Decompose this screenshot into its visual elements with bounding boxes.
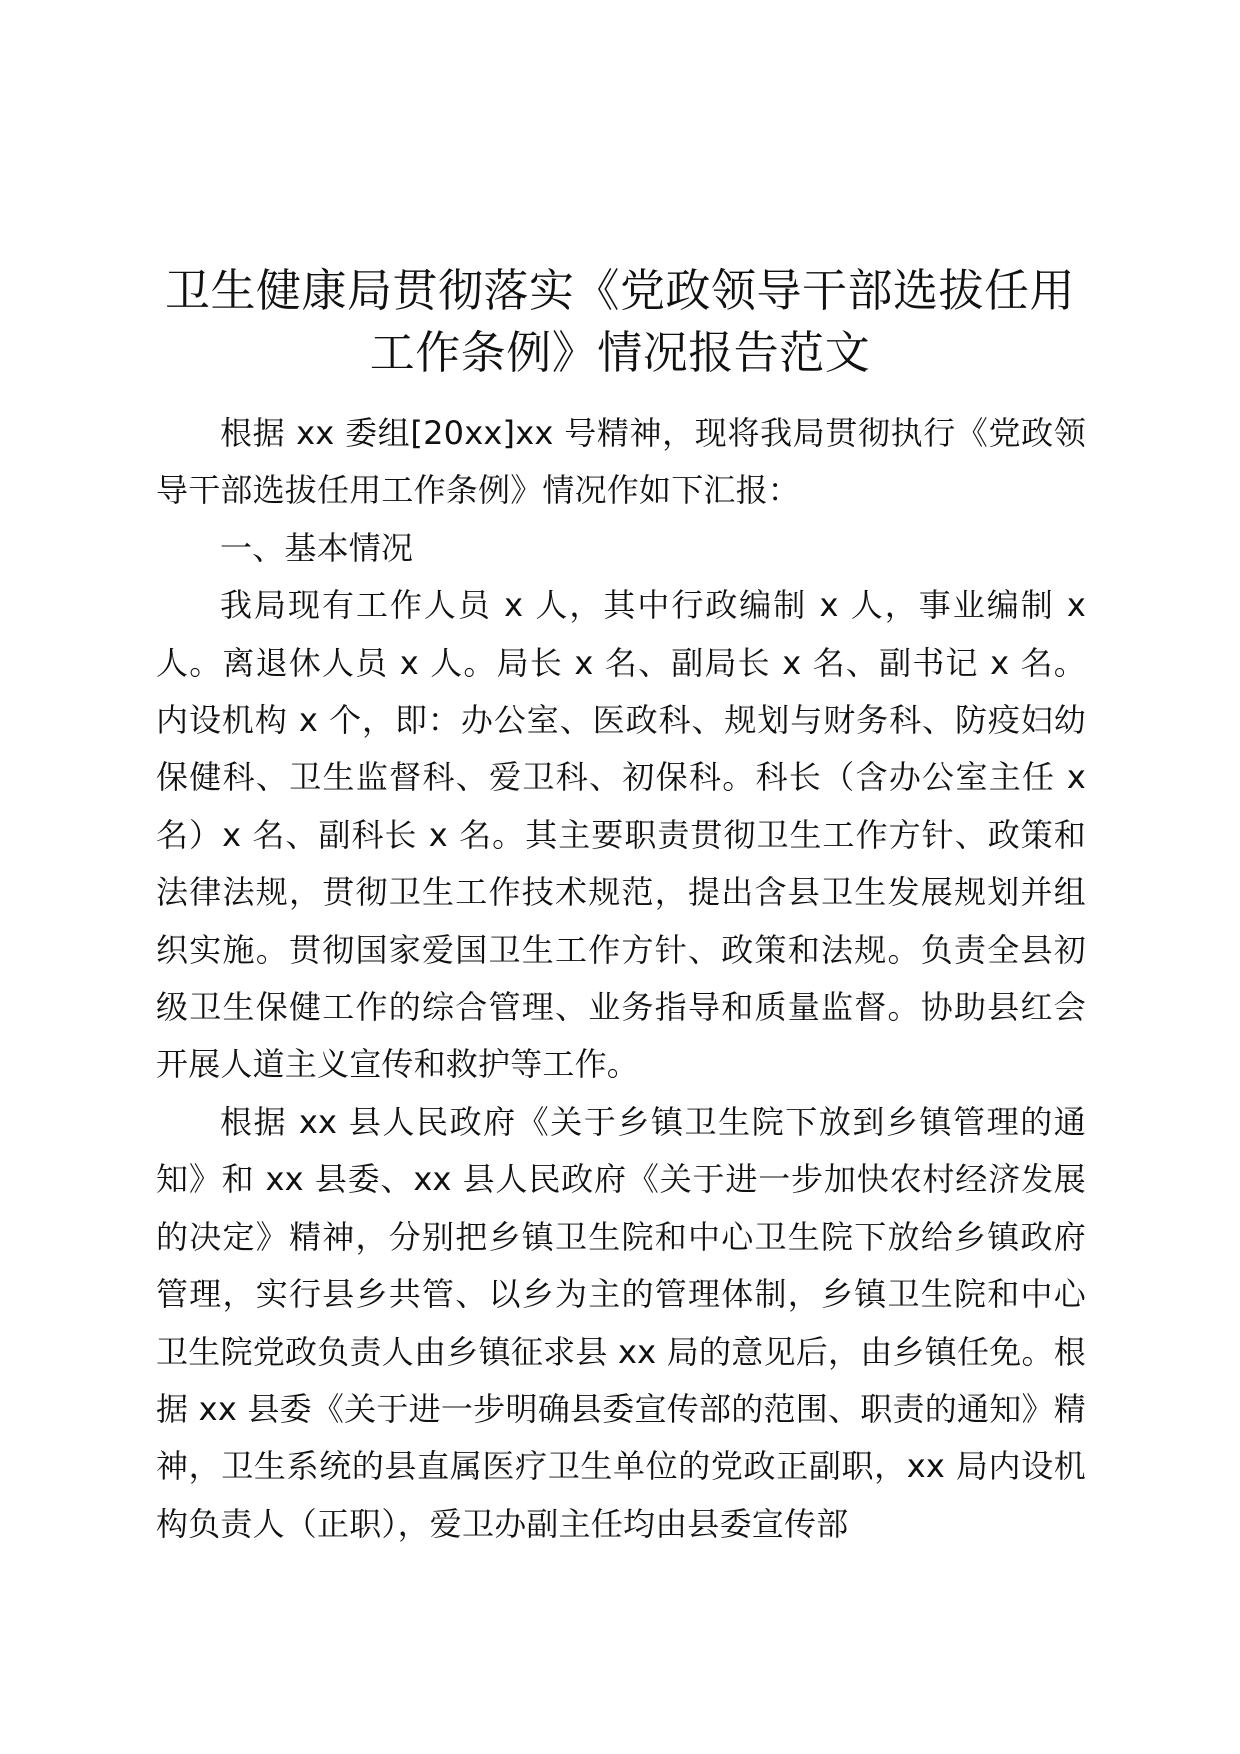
document-body	[156, 405, 1086, 1553]
paragraph-staffing: 我局现有工作人员 x 人，其中行政编制 x 人，事业编制 x 人。离退休人员 x 人。局长 x 名、副局长 x 名、副书记 x 名。内设机构 x 个，即：办公室、医政科、规划与财务科、防疫妇幼保健科、卫生监督科、爱卫科、初保科。科长（含办公室主任 x 名）x 名、副科长 x 名。其主要职责贯彻卫生工作方针、政策和法律法规，贯彻卫生工作技术规范，提出含县卫生发展规划并组织实施。贯彻国家爱国卫生工作方针、政策和法规。负责全县初级卫生保健工作的综合管理、业务指导和质量监督。协助县红会开展人道主义宣传和救护等工作。	[156, 586, 1086, 1084]
title-line-1: 卫生健康局贯彻落实《党政领导干部选拔任用	[164, 264, 1075, 317]
section-heading-basic-situation: 一、基本情况	[220, 528, 414, 567]
title-line-2: 工作条例》情况报告范文	[369, 326, 871, 379]
document-title	[150, 260, 1090, 384]
paragraph-management-system: 根据 xx 县人民政府《关于乡镇卫生院下放到乡镇管理的通知》和 xx 县委、xx 县人民政府《关于进一步加快农村经济发展的决定》精神，分别把乡镇卫生院和中心卫生院下放给乡镇政府管理，实行县乡共管、以乡为主的管理体制，乡镇卫生院和中心卫生院党政负责人由乡镇征求县 xx 局的意见后，由乡镇任免。根据 xx 县委《关于进一步明确县委宣传部的范围、职责的通知》精神，卫生系统的县直属医疗卫生单位的党政正副职，xx 局内设机构负责人（正职），爱卫办副主任均由县委宣传部	[156, 1102, 1086, 1543]
paragraph-intro: 根据 xx 委组[20xx]xx 号精神，现将我局贯彻执行《党政领导干部选拔任用工作条例》情况作如下汇报：	[156, 414, 1086, 510]
